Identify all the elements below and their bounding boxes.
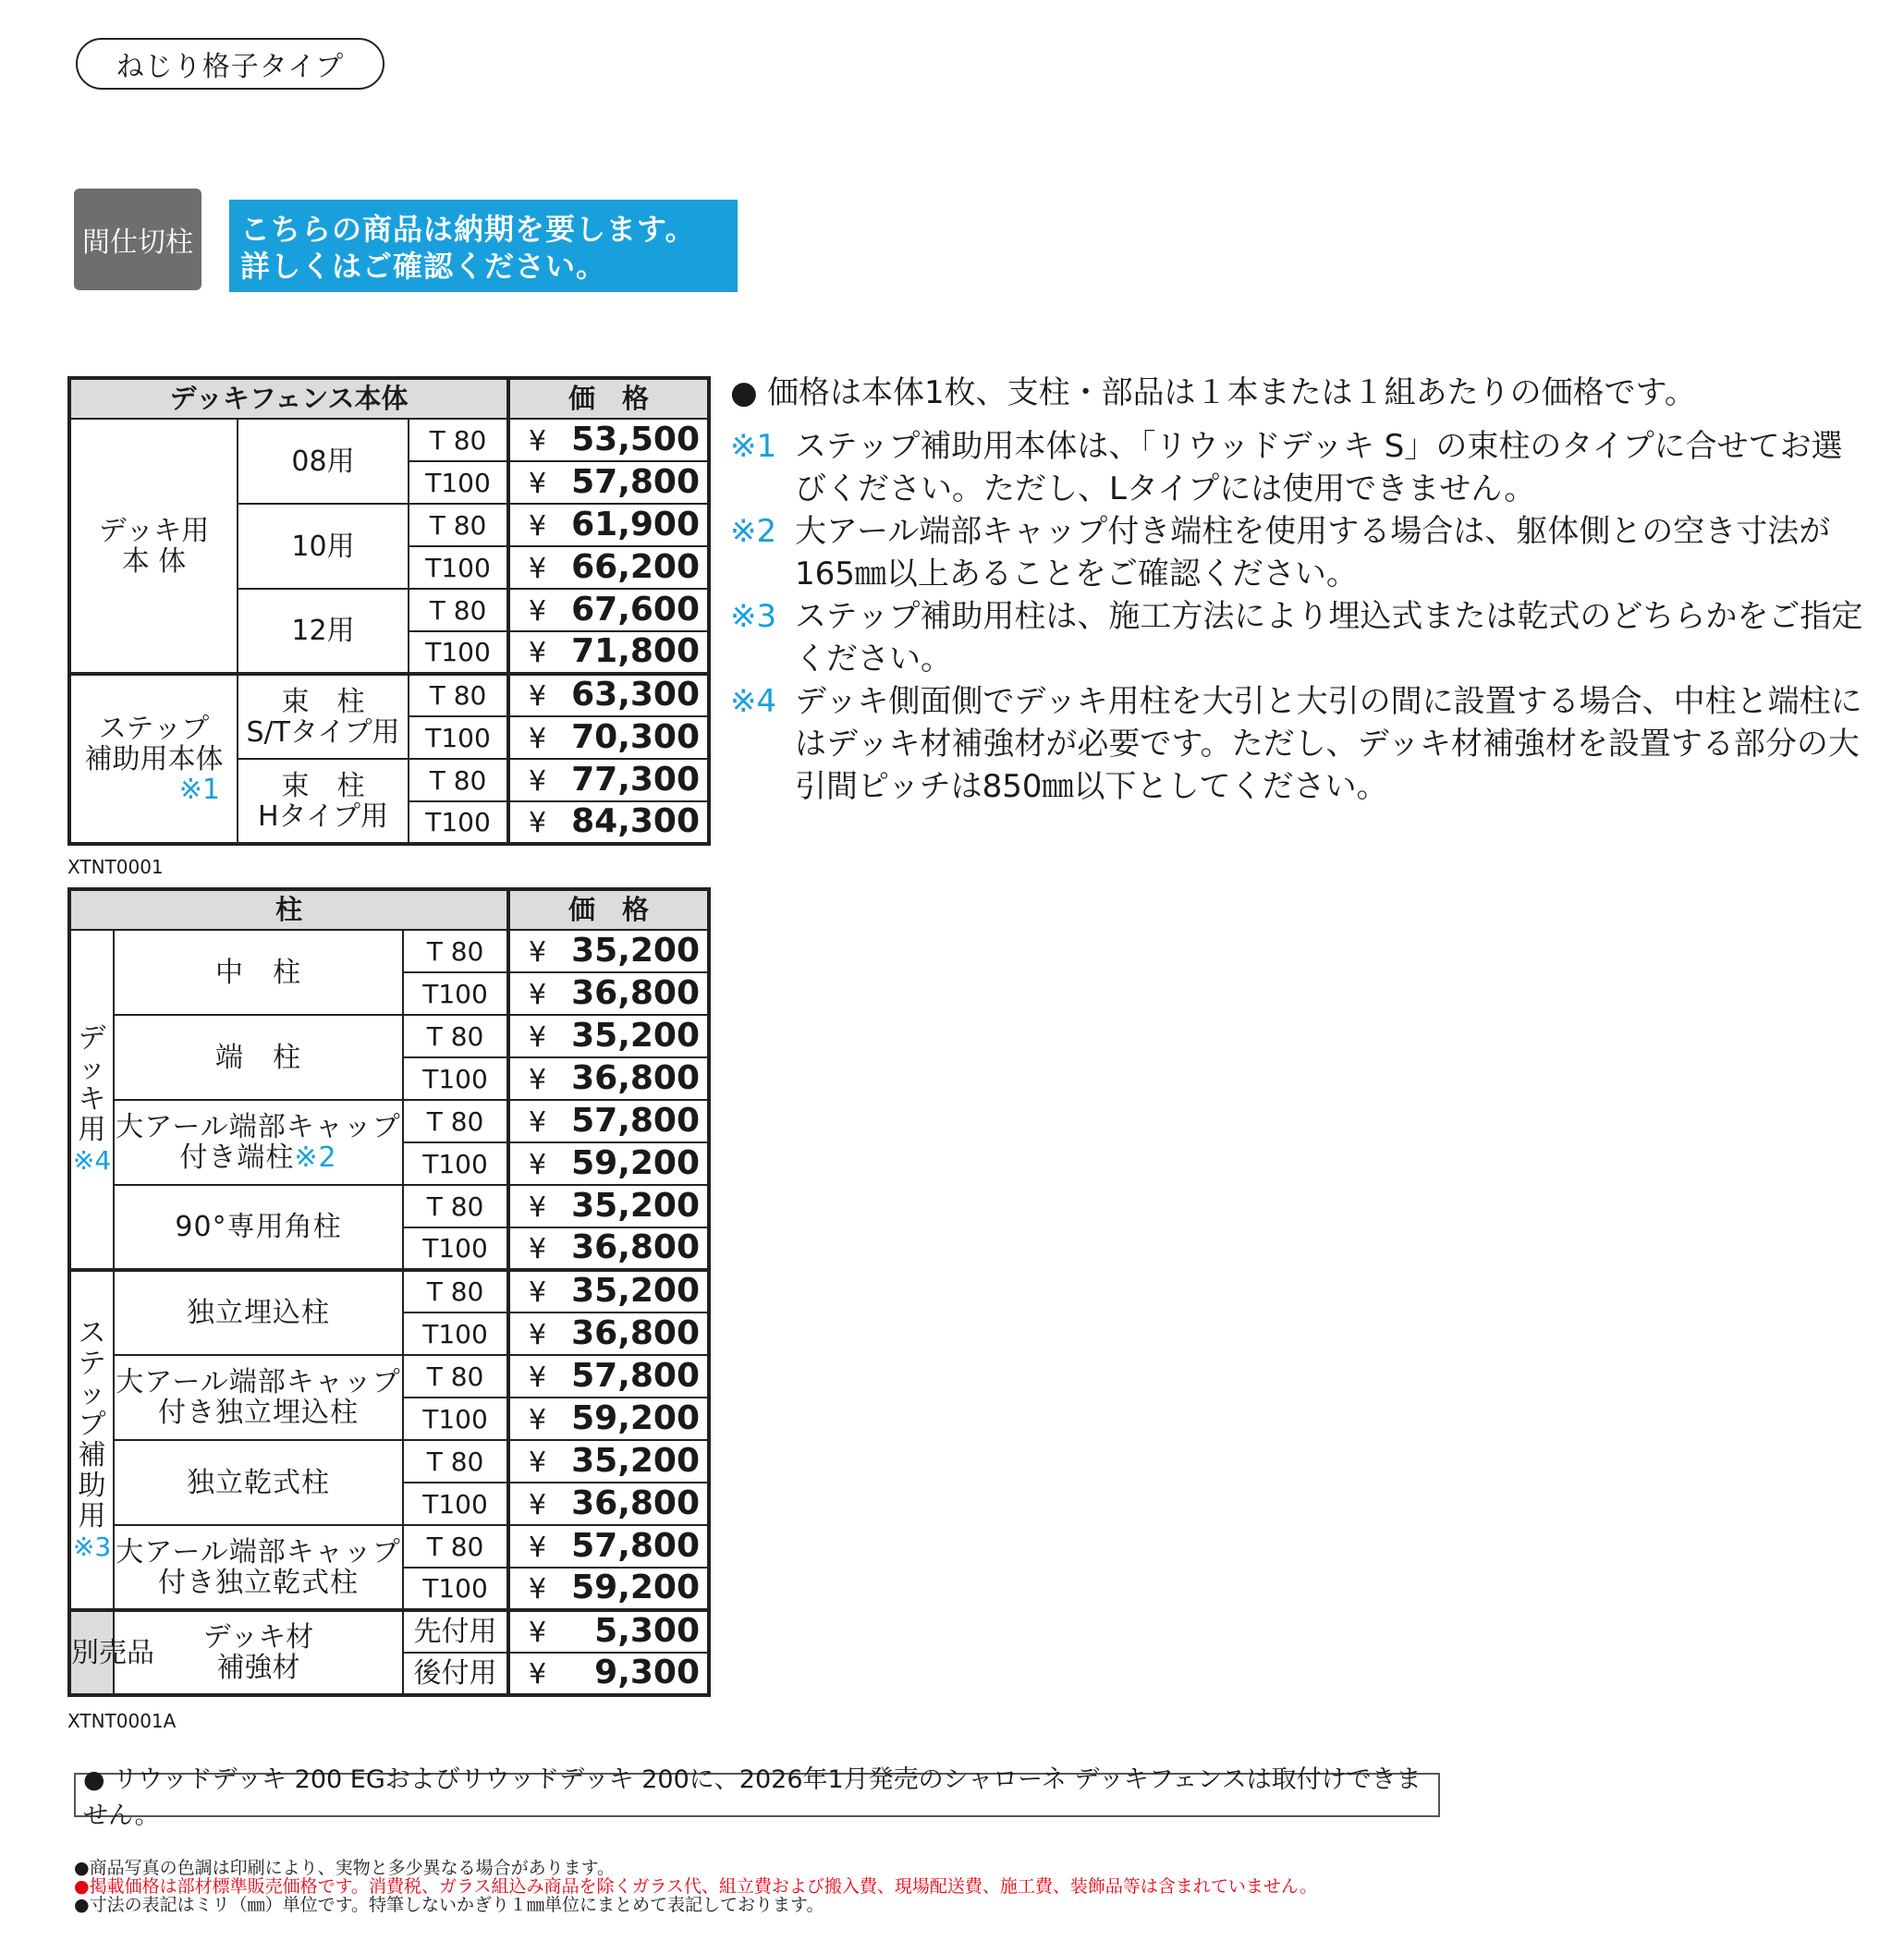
yen-sign: ¥ [529,1318,547,1351]
price-amount: 36,800 [571,1228,701,1266]
yen-sign: ¥ [529,467,547,500]
type-cell: T 80 [403,1100,508,1142]
yen-sign: ¥ [529,1020,547,1054]
sub-note: ※2 [294,1141,337,1174]
sub-label: 独立乾式柱 [114,1440,403,1525]
yen-sign: ¥ [529,552,547,585]
yen-sign: ¥ [529,935,547,969]
group-label [69,419,238,674]
header-item: デッキフェンス本体 [69,378,508,419]
type-cell: T 80 [403,930,508,972]
note-text: 大アール端部キャップ付き端柱を使用する場合は、躯体側との空き寸法が165㎜以上あることをご確認ください。 [795,513,1831,592]
price-cell [508,1355,709,1398]
type-cell: T 80 [403,1015,508,1057]
sub-label: 中 柱 [114,930,403,1015]
sub-label: 束 柱 Hタイプ用 [238,759,409,844]
sub-label: 10用 [238,504,409,589]
price-cell [508,1483,709,1525]
note-text: 価格は本体1枚、支柱・部品は１本または１組あたりの価格です。 [767,374,1696,411]
header-item: 柱 [69,889,508,930]
price-cell [508,1440,709,1483]
sub-label: 大アール端部キャップ 付き独立埋込柱 [114,1355,403,1440]
sub-label: 端 柱 [114,1015,403,1100]
price-amount: 59,200 [571,1143,701,1182]
price-amount: 36,800 [571,973,701,1012]
note-item [730,595,1867,680]
notice-line-1: こちらの商品は納期を要します。 [240,212,696,247]
price-amount: 5,300 [594,1612,701,1650]
type-cell: T 80 [409,589,508,631]
type-label-pill [76,38,384,90]
compatibility-warning [74,1765,1440,1830]
price-amount: 57,800 [571,1356,701,1395]
type-cell: 後付用 [403,1653,508,1695]
header-price: 価 格 [508,378,709,419]
price-amount: 67,600 [571,590,701,629]
group-label [69,674,238,844]
price-amount: 35,200 [571,1441,701,1480]
vertical-char: プ [78,1409,106,1441]
type-cell: T 80 [409,674,508,716]
type-cell: T100 [403,1398,508,1440]
type-cell: T100 [409,801,508,844]
type-cell: T 80 [403,1440,508,1483]
note-item [730,372,1867,414]
price-cell [508,801,709,844]
type-cell: T 80 [403,1185,508,1227]
price-amount: 66,200 [571,547,701,586]
yen-sign: ¥ [529,764,547,798]
sub-label: 90°専用角柱 [114,1185,403,1270]
yen-sign: ¥ [529,1190,547,1224]
type-cell: T100 [403,1142,508,1185]
type-cell: T100 [409,461,508,504]
price-cell [508,1312,709,1355]
yen-sign: ¥ [529,594,547,628]
type-cell: T100 [409,716,508,759]
sub-label-line1: 大アール端部キャップ [116,1111,401,1143]
yen-sign: ¥ [529,1276,547,1309]
price-cell [508,1057,709,1100]
group-note: ※3 [72,1532,112,1562]
footer-disclaimers [74,1859,1317,1914]
yen-sign: ¥ [529,978,547,1011]
type-cell: T100 [409,546,508,589]
price-amount: 70,300 [571,717,701,756]
type-cell: T 80 [409,759,508,801]
yen-sign: ¥ [529,1233,547,1265]
price-cell [508,1653,709,1695]
price-cell [508,1610,709,1653]
price-cell [508,759,709,801]
yen-sign: ¥ [529,1617,547,1649]
option-label: 別売品 [69,1610,114,1695]
notes-list [730,372,1867,808]
price-cell [508,1227,709,1270]
price-amount: 77,300 [571,760,701,799]
price-amount: 35,200 [571,1272,701,1310]
vertical-char: 用 [78,1500,106,1532]
type-cell: T 80 [403,1270,508,1312]
note-marker: ● [730,374,758,411]
price-amount: 84,300 [571,802,701,840]
sub-label-line2 [115,1142,402,1173]
price-amount: 57,800 [571,1526,701,1565]
type-label: ねじり格子タイプ [116,51,345,83]
price-cell [508,546,709,589]
price-amount: 36,800 [571,1313,701,1352]
type-cell: T100 [403,1312,508,1355]
table2-code: XTNT0001A [67,1710,177,1732]
price-amount: 36,800 [571,1058,701,1097]
vertical-char: 助 [78,1470,106,1502]
yen-sign: ¥ [529,509,547,543]
yen-sign: ¥ [529,424,547,458]
note-marker: ※2 [730,513,777,550]
price-cell [508,674,709,716]
lead-time-notice [229,200,738,292]
price-cell [508,1142,709,1185]
yen-sign: ¥ [529,1488,547,1521]
vertical-char: 用 [78,1114,106,1146]
vertical-group-label [69,1270,114,1610]
footer-line: ●寸法の表記はミリ（㎜）単位です。特筆しないかぎり１㎜単位にまとめて表記しております。 [74,1895,824,1915]
yen-sign: ¥ [529,1658,547,1691]
notice-line-2: 詳しくはご確認ください。 [240,249,607,284]
yen-sign: ¥ [529,1403,547,1436]
yen-sign: ¥ [529,1361,547,1394]
note-item [730,510,1867,595]
type-cell: T100 [403,1057,508,1100]
sub-label: 束 柱 S/Tタイプ用 [238,674,409,759]
yen-sign: ¥ [529,1573,547,1605]
vertical-char: 補 [78,1439,106,1471]
note-marker: ※3 [730,598,777,635]
category-label: 間仕切柱 [82,226,193,259]
yen-sign: ¥ [529,1063,547,1096]
type-cell: T 80 [409,504,508,546]
type-cell: T100 [403,1568,508,1610]
yen-sign: ¥ [529,680,547,713]
note-item [730,425,1867,510]
price-amount: 71,800 [571,632,701,670]
price-cell [508,1525,709,1568]
option-sub-label: デッキ材 補強材 [114,1610,403,1695]
table1-code: XTNT0001 [67,856,164,878]
type-cell: T100 [403,1483,508,1525]
type-cell: T100 [403,1227,508,1270]
price-amount: 35,200 [571,1016,701,1055]
note-marker: ※1 [730,428,777,465]
fence-body-price-table [67,376,711,846]
price-amount: 57,800 [571,462,701,501]
group-label-text: デッキ用 本 体 [98,514,210,578]
yen-sign: ¥ [529,1446,547,1479]
price-cell [508,1015,709,1057]
sub-label [114,1100,403,1185]
price-cell [508,504,709,546]
yen-sign: ¥ [529,1148,547,1181]
group-note: ※4 [72,1145,112,1176]
price-amount: 63,300 [571,676,701,714]
vertical-char: デ [78,1022,106,1055]
price-cell [508,1568,709,1610]
yen-sign: ¥ [529,637,547,669]
note-item [730,680,1867,808]
price-cell [508,419,709,461]
price-cell [508,589,709,631]
group-label-text: ステップ 補助用本体 [84,712,224,775]
sub-label-text: 付き端柱 [179,1141,295,1174]
vertical-char: ス [78,1317,106,1349]
price-amount: 59,200 [571,1569,701,1606]
price-amount: 36,800 [571,1483,701,1522]
price-cell [508,1398,709,1440]
type-cell: T100 [409,631,508,674]
sub-label: 08用 [238,419,409,504]
price-cell [508,1100,709,1142]
yen-sign: ¥ [529,1531,547,1564]
vertical-char: テ [78,1348,106,1380]
post-price-table [67,887,711,1697]
warning-text: ● リウッドデッキ 200 EGおよびリウッドデッキ 200に、2026年1月発売のシャローネ デッキフェンスは取付けできません。 [83,1765,1422,1830]
note-text: ステップ補助用本体は、「リウッドデッキ S」の束柱のタイプに合せてお選びください。ただし、Lタイプには使用できません。 [795,428,1843,507]
vertical-group-label [69,930,114,1270]
type-cell: T 80 [403,1525,508,1568]
sub-label: 12用 [238,589,409,674]
footer-line: ●商品写真の色調は印刷により、実物と多少異なる場合があります。 [74,1858,616,1878]
type-cell: T 80 [409,419,508,461]
sub-label: 独立埋込柱 [114,1270,403,1355]
price-amount: 57,800 [571,1101,701,1140]
type-cell: T 80 [403,1355,508,1398]
price-amount: 61,900 [571,505,701,543]
note-text: ステップ補助用柱は、施工方法により埋込式または乾式のどちらかをご指定ください。 [795,598,1863,678]
note-marker: ※4 [730,683,777,720]
vertical-char: ッ [78,1378,106,1410]
footer-line: ●掲載価格は部材標準販売価格です。消費税、ガラス組込み商品を除くガラス代、組立費および搬入費、現場配送費、施工費、装飾品等は含まれていません。 [74,1876,1318,1897]
price-cell [508,631,709,674]
note-text: デッキ側面側でデッキ用柱を大引と大引の間に設置する場合、中柱と端柱にはデッキ材補強材が必要です。ただし、デッキ材補強材を設置する部分の大引間ピッチは850㎜以下としてください。 [795,683,1862,805]
yen-sign: ¥ [529,722,547,755]
vertical-char: ッ [78,1053,106,1085]
group-note: ※1 [178,773,220,806]
type-cell: T100 [403,972,508,1015]
price-amount: 59,200 [571,1398,701,1437]
yen-sign: ¥ [529,1105,547,1139]
price-cell [508,972,709,1015]
price-amount: 35,200 [571,931,701,970]
price-cell [508,1185,709,1227]
header-price: 価 格 [508,889,709,930]
price-cell [508,930,709,972]
category-label-box [74,189,201,290]
price-cell [508,1270,709,1312]
price-amount: 9,300 [594,1654,701,1691]
type-cell: 先付用 [403,1610,508,1653]
price-amount: 35,200 [571,1186,701,1225]
yen-sign: ¥ [529,807,547,839]
price-cell [508,461,709,504]
price-cell [508,716,709,759]
price-amount: 53,500 [571,420,701,458]
sub-label: 大アール端部キャップ 付き独立乾式柱 [114,1525,403,1610]
vertical-char: キ [78,1083,106,1116]
